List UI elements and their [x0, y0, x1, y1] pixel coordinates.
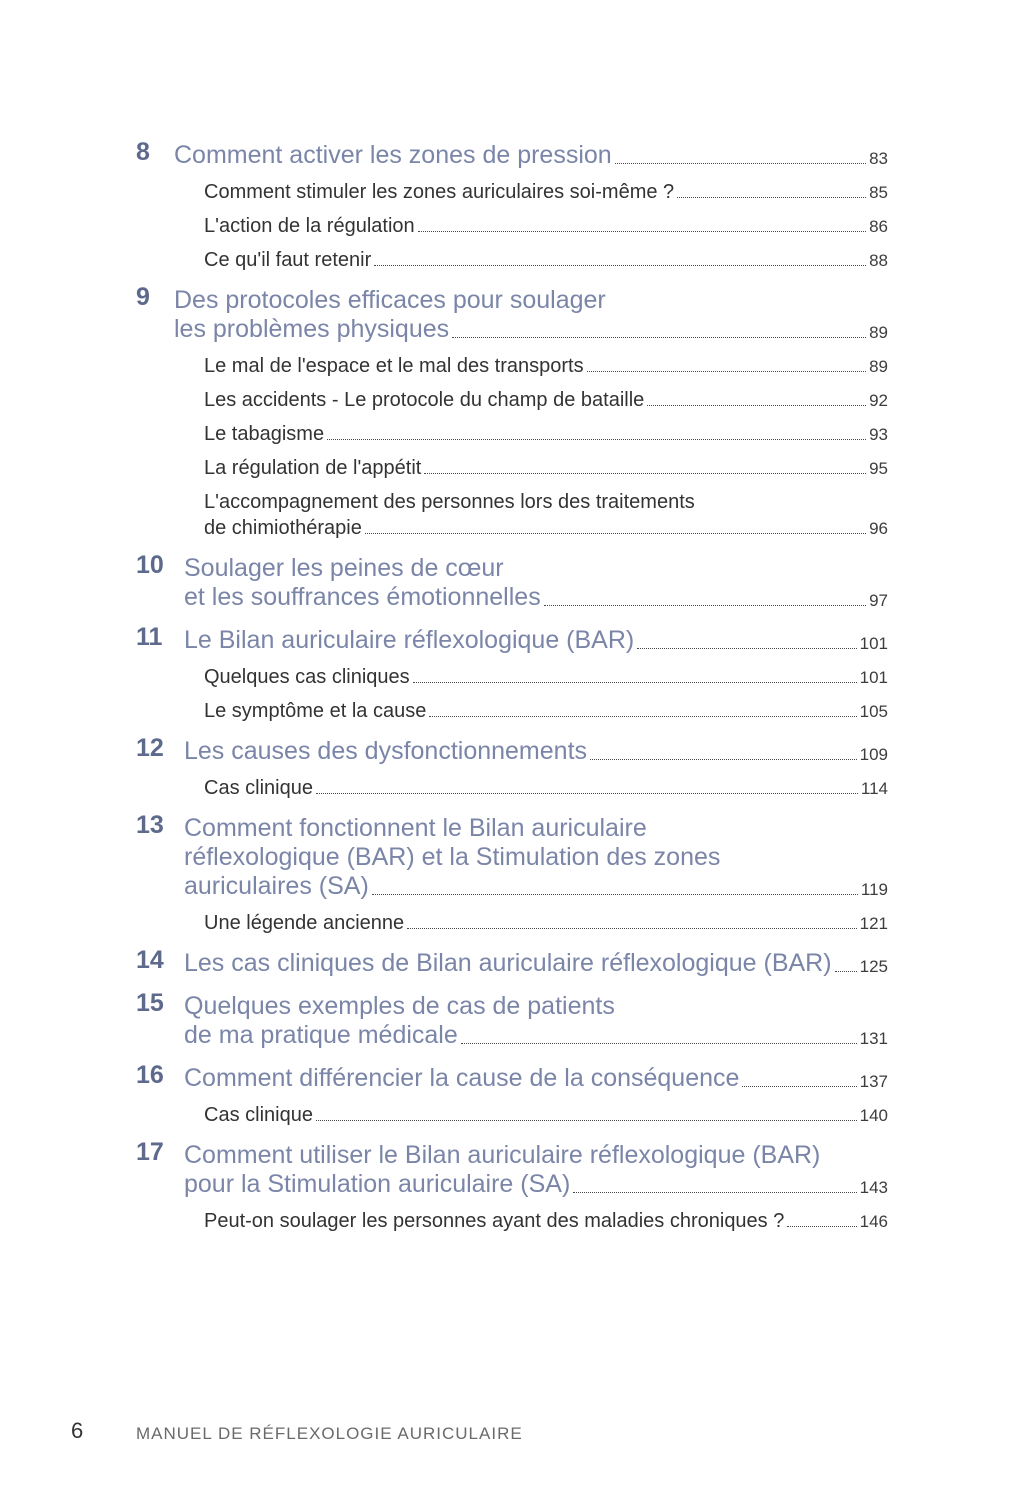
- toc-subentry[interactable]: [136, 215, 888, 238]
- chapter-page-number: 89: [869, 323, 888, 342]
- toc-chapter: [136, 811, 888, 935]
- chapter-title: Soulager les peines de cœur: [184, 554, 504, 582]
- chapter-heading[interactable]: [136, 1061, 888, 1093]
- dot-leader: [544, 605, 866, 606]
- subentry-title: Cas clinique: [204, 1104, 313, 1126]
- subentry-page-number: 95: [869, 459, 888, 478]
- chapter-title: Des protocoles efficaces pour soulager: [174, 286, 606, 314]
- dot-leader: [835, 971, 857, 972]
- subentry-title: de chimiothérapie: [204, 517, 362, 539]
- toc-chapter: [136, 138, 888, 272]
- subentry-title: Le symptôme et la cause: [204, 700, 427, 722]
- subentry-title: Une légende ancienne: [204, 912, 405, 934]
- subentry-title: Peut-on soulager les personnes ayant des maladies chroniques ?: [204, 1210, 785, 1232]
- chapter-title: et les souffrances émotionnelles: [184, 583, 541, 611]
- subentry-page-number: 121: [859, 914, 888, 933]
- chapter-heading[interactable]: [136, 551, 888, 612]
- chapter-title: Les cas cliniques de Bilan auriculaire réflexologique (BAR): [184, 949, 832, 977]
- chapter-heading[interactable]: [136, 283, 888, 344]
- chapter-title: auriculaires (SA): [184, 872, 369, 900]
- chapter-title: Comment utiliser le Bilan auriculaire réflexologique (BAR): [184, 1141, 821, 1169]
- dot-leader: [573, 1192, 856, 1193]
- subentry-title: Le mal de l'espace et le mal des transports: [204, 355, 584, 377]
- dot-leader: [647, 405, 866, 406]
- chapter-heading[interactable]: [136, 623, 888, 655]
- chapter-number: 8: [136, 138, 150, 166]
- toc-chapter: [136, 946, 888, 978]
- subentry-page-number: 114: [860, 779, 888, 798]
- toc-chapter: [136, 1138, 888, 1233]
- toc-subentry[interactable]: [136, 355, 888, 378]
- subentry-title: Quelques cas cliniques: [204, 666, 410, 688]
- toc-subentry[interactable]: [136, 249, 888, 272]
- chapter-title: Comment activer les zones de pression: [174, 141, 612, 169]
- chapter-page-number: 119: [860, 880, 888, 899]
- chapter-title: réflexologique (BAR) et la Stimulation des zones: [184, 843, 721, 871]
- toc-subentry[interactable]: [136, 423, 888, 446]
- chapter-page-number: 83: [869, 149, 888, 168]
- chapter-heading[interactable]: [136, 1138, 888, 1199]
- chapter-page-number: 109: [859, 745, 888, 764]
- toc-subentry[interactable]: [136, 912, 888, 935]
- chapter-heading[interactable]: [136, 811, 888, 901]
- dot-leader: [787, 1226, 856, 1227]
- toc-subentry[interactable]: [136, 389, 888, 412]
- chapter-number: 15: [136, 989, 164, 1017]
- toc-subentry[interactable]: [136, 777, 888, 800]
- subentry-page-number: 146: [859, 1212, 888, 1231]
- chapter-page-number: 137: [859, 1072, 888, 1091]
- running-footer-title: MANUEL DE RÉFLEXOLOGIE AURICULAIRE: [136, 1424, 523, 1443]
- subentry-title: Le tabagisme: [204, 423, 325, 445]
- toc-subentry[interactable]: [136, 491, 888, 540]
- toc-chapter: [136, 623, 888, 723]
- subentry-title: Les accidents - Le protocole du champ de bataille: [204, 389, 645, 411]
- subentry-title: L'action de la régulation: [204, 215, 415, 237]
- subentry-page-number: 105: [859, 702, 888, 721]
- chapter-page-number: 143: [859, 1178, 888, 1197]
- chapter-title: Comment fonctionnent le Bilan auriculaire: [184, 814, 647, 842]
- toc-subentry[interactable]: [136, 1104, 888, 1127]
- dot-leader: [452, 337, 866, 338]
- dot-leader: [742, 1086, 856, 1087]
- chapter-title: Le Bilan auriculaire réflexologique (BAR): [184, 626, 635, 654]
- chapter-title: Quelques exemples de cas de patients: [184, 992, 615, 1020]
- subentry-title: L'accompagnement des personnes lors des traitements: [204, 491, 695, 513]
- table-of-contents: [136, 138, 888, 1247]
- subentry-page-number: 86: [869, 217, 888, 236]
- chapter-page-number: 97: [869, 591, 888, 610]
- chapter-heading[interactable]: [136, 138, 888, 170]
- dot-leader: [424, 473, 866, 474]
- dot-leader: [327, 439, 866, 440]
- toc-chapter: [136, 734, 888, 800]
- toc-subentry[interactable]: [136, 666, 888, 689]
- dot-leader: [590, 759, 857, 760]
- subentry-title: Ce qu'il faut retenir: [204, 249, 372, 271]
- chapter-heading[interactable]: [136, 734, 888, 766]
- dot-leader: [677, 197, 866, 198]
- chapter-title: Les causes des dysfonctionnements: [184, 737, 588, 765]
- chapter-title: Comment différencier la cause de la conséquence: [184, 1064, 740, 1092]
- dot-leader: [615, 163, 866, 164]
- subentry-title: Cas clinique: [204, 777, 313, 799]
- chapter-title: pour la Stimulation auriculaire (SA): [184, 1170, 571, 1198]
- toc-chapter: [136, 551, 888, 612]
- dot-leader: [372, 894, 858, 895]
- dot-leader: [461, 1043, 857, 1044]
- dot-leader: [429, 716, 856, 717]
- dot-leader: [587, 371, 867, 372]
- chapter-heading[interactable]: [136, 946, 888, 978]
- subentry-page-number: 88: [869, 251, 888, 270]
- subentry-page-number: 85: [869, 183, 888, 202]
- toc-chapter: [136, 989, 888, 1050]
- chapter-number: 9: [136, 283, 150, 311]
- dot-leader: [316, 793, 858, 794]
- page-number: 6: [71, 1418, 84, 1443]
- chapter-title: de ma pratique médicale: [184, 1021, 458, 1049]
- dot-leader: [365, 533, 866, 534]
- chapter-title: les problèmes physiques: [174, 315, 450, 343]
- toc-subentry[interactable]: [136, 457, 888, 480]
- chapter-heading[interactable]: [136, 989, 888, 1050]
- subentry-page-number: 89: [869, 357, 888, 376]
- dot-leader: [418, 231, 866, 232]
- subentry-page-number: 96: [869, 519, 888, 538]
- dot-leader: [316, 1120, 857, 1121]
- subentry-title: Comment stimuler les zones auriculaires soi-même ?: [204, 181, 675, 203]
- chapter-number: 11: [136, 623, 163, 651]
- toc-chapter: [136, 1061, 888, 1127]
- subentry-title: La régulation de l'appétit: [204, 457, 422, 479]
- dot-leader: [407, 928, 856, 929]
- toc-chapter: [136, 283, 888, 540]
- subentry-page-number: 93: [869, 425, 888, 444]
- dot-leader: [374, 265, 866, 266]
- chapter-page-number: 131: [859, 1029, 888, 1048]
- toc-subentry[interactable]: [136, 181, 888, 204]
- chapter-number: 10: [136, 551, 164, 579]
- chapter-number: 17: [136, 1138, 164, 1166]
- dot-leader: [637, 648, 856, 649]
- subentry-page-number: 101: [859, 668, 888, 687]
- subentry-page-number: 140: [859, 1106, 888, 1125]
- chapter-number: 13: [136, 811, 164, 839]
- subentry-page-number: 92: [869, 391, 888, 410]
- chapter-page-number: 101: [859, 634, 888, 653]
- chapter-page-number: 125: [859, 957, 888, 976]
- chapter-number: 14: [136, 946, 164, 974]
- dot-leader: [413, 682, 857, 683]
- chapter-number: 12: [136, 734, 164, 762]
- toc-subentry[interactable]: [136, 1210, 888, 1233]
- toc-subentry[interactable]: [136, 700, 888, 723]
- chapter-number: 16: [136, 1061, 164, 1089]
